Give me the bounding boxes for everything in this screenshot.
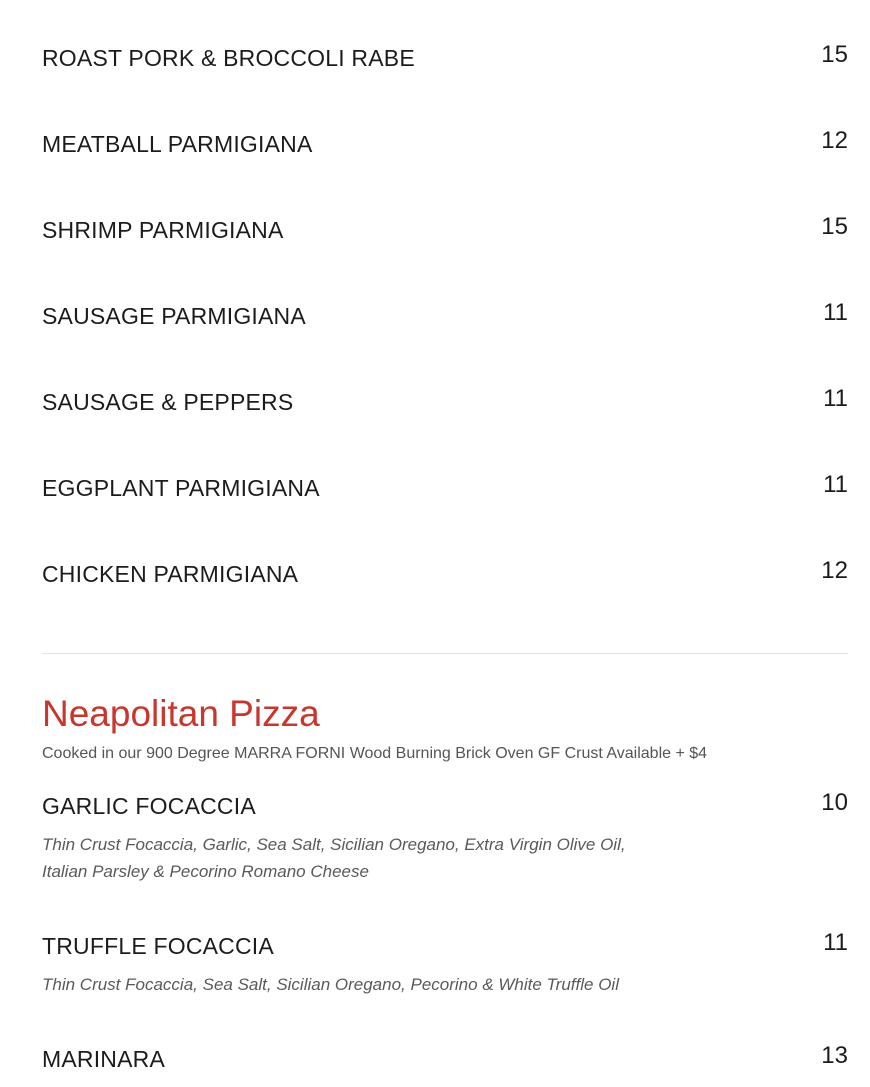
menu-item-name: SHRIMP PARMIGIANA [42, 217, 284, 243]
menu-item-name: SAUSAGE & PEPPERS [42, 389, 294, 415]
menu-item-name: ROAST PORK & BROCCOLI RABE [42, 45, 415, 71]
menu-item-name: TRUFFLE FOCACCIA [42, 933, 274, 959]
menu-item-price: 15 [821, 41, 848, 68]
section-subtitle: Cooked in our 900 Degree MARRA FORNI Wood Burning Brick Oven GF Crust Available + $4 [42, 745, 708, 762]
menu-item-description: Thin Crust Focaccia, Garlic, Sea Salt, Sicilian Oregano, Extra Virgin Olive Oil, Italian Parsley & Pecorino Romano Cheese [42, 835, 626, 881]
menu-item-price: 13 [821, 1042, 848, 1069]
menu-item-name: MEATBALL PARMIGIANA [42, 131, 313, 157]
section-divider [42, 653, 848, 654]
menu-item-name: MARINARA [42, 1046, 166, 1072]
menu-item-price: 11 [823, 929, 848, 956]
menu-item-name: SAUSAGE PARMIGIANA [42, 303, 306, 329]
menu-item-price: 15 [821, 213, 848, 240]
menu-item-price: 11 [823, 299, 848, 326]
menu-item-name: CHICKEN PARMIGIANA [42, 561, 299, 587]
menu-item-name: EGGPLANT PARMIGIANA [42, 475, 320, 501]
menu-item-price: 12 [821, 127, 848, 154]
menu-item-price: 10 [821, 789, 848, 816]
section-title: Neapolitan Pizza [42, 693, 320, 734]
menu-item-price: 12 [821, 557, 848, 584]
menu-item-price: 11 [823, 385, 848, 412]
menu-item-name: GARLIC FOCACCIA [42, 793, 256, 819]
menu-item-price: 11 [823, 471, 848, 498]
menu-item-description: Thin Crust Focaccia, Sea Salt, Sicilian Oregano, Pecorino & White Truffle Oil [42, 975, 619, 994]
